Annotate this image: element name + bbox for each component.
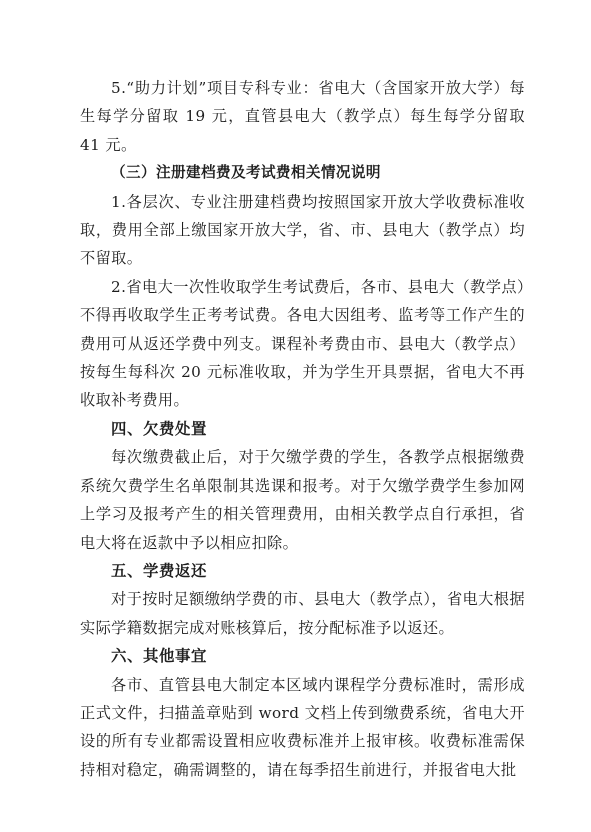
- paragraph-other-matters: 各市、直管县电大制定本区域内课程学分费标准时，需形成正式文件，扫描盖章贴到 word 文档上传到缴费系统，省电大开设的所有专业都需设置相应收费标准并上报审核。收费标准需保持相对稳定，确需调整的，请在每季招生前进行，并报省电大批: [80, 675, 525, 779]
- paragraph-exam-fee: 2.省电大一次性收取学生考试费后，各市、县电大（教学点）不得再收取学生正考考试费。各电大因组考、监考等工作产生的费用可从返还学费中列支。课程补考费由市、县电大（教学点）按每生每科次 20 元标准收取，并为学生开具票据，省电大不再收取补考费用。: [80, 277, 525, 410]
- paragraph-registration-fee: 1.各层次、专业注册建档费均按照国家开放大学收费标准收取，费用全部上缴国家开放大学，省、市、县电大（教学点）均不留取。: [80, 192, 525, 268]
- subheading-registration-and-exam-fees: （三）注册建档费及考试费相关情况说明: [111, 164, 381, 182]
- paragraph-tuition-refund: 对于按时足额缴纳学费的市、县电大（教学点），省电大根据实际学籍数据完成对账核算后，按分配标准予以返还。: [80, 590, 525, 637]
- paragraph-arrears-handling: 每次缴费截止后，对于欠缴学费的学生，各教学点根据缴费系统欠费学生名单限制其选课和报考。对于欠缴学费学生参加网上学习及报考产生的相关管理费用，由相关教学点自行承担，省电大将在返款中予以相应扣除。: [80, 448, 525, 552]
- heading-other-matters: 六、其他事宜: [111, 647, 207, 666]
- paragraph-zhuli-plan-retention: 5.“助力计划”项目专科专业：省电大（含国家开放大学）每生每学分留取 19 元，直管县电大（教学点）每生每学分留取 41 元。: [80, 79, 525, 154]
- heading-arrears-handling: 四、欠费处置: [111, 419, 207, 438]
- heading-tuition-refund: 五、学费返还: [111, 561, 207, 580]
